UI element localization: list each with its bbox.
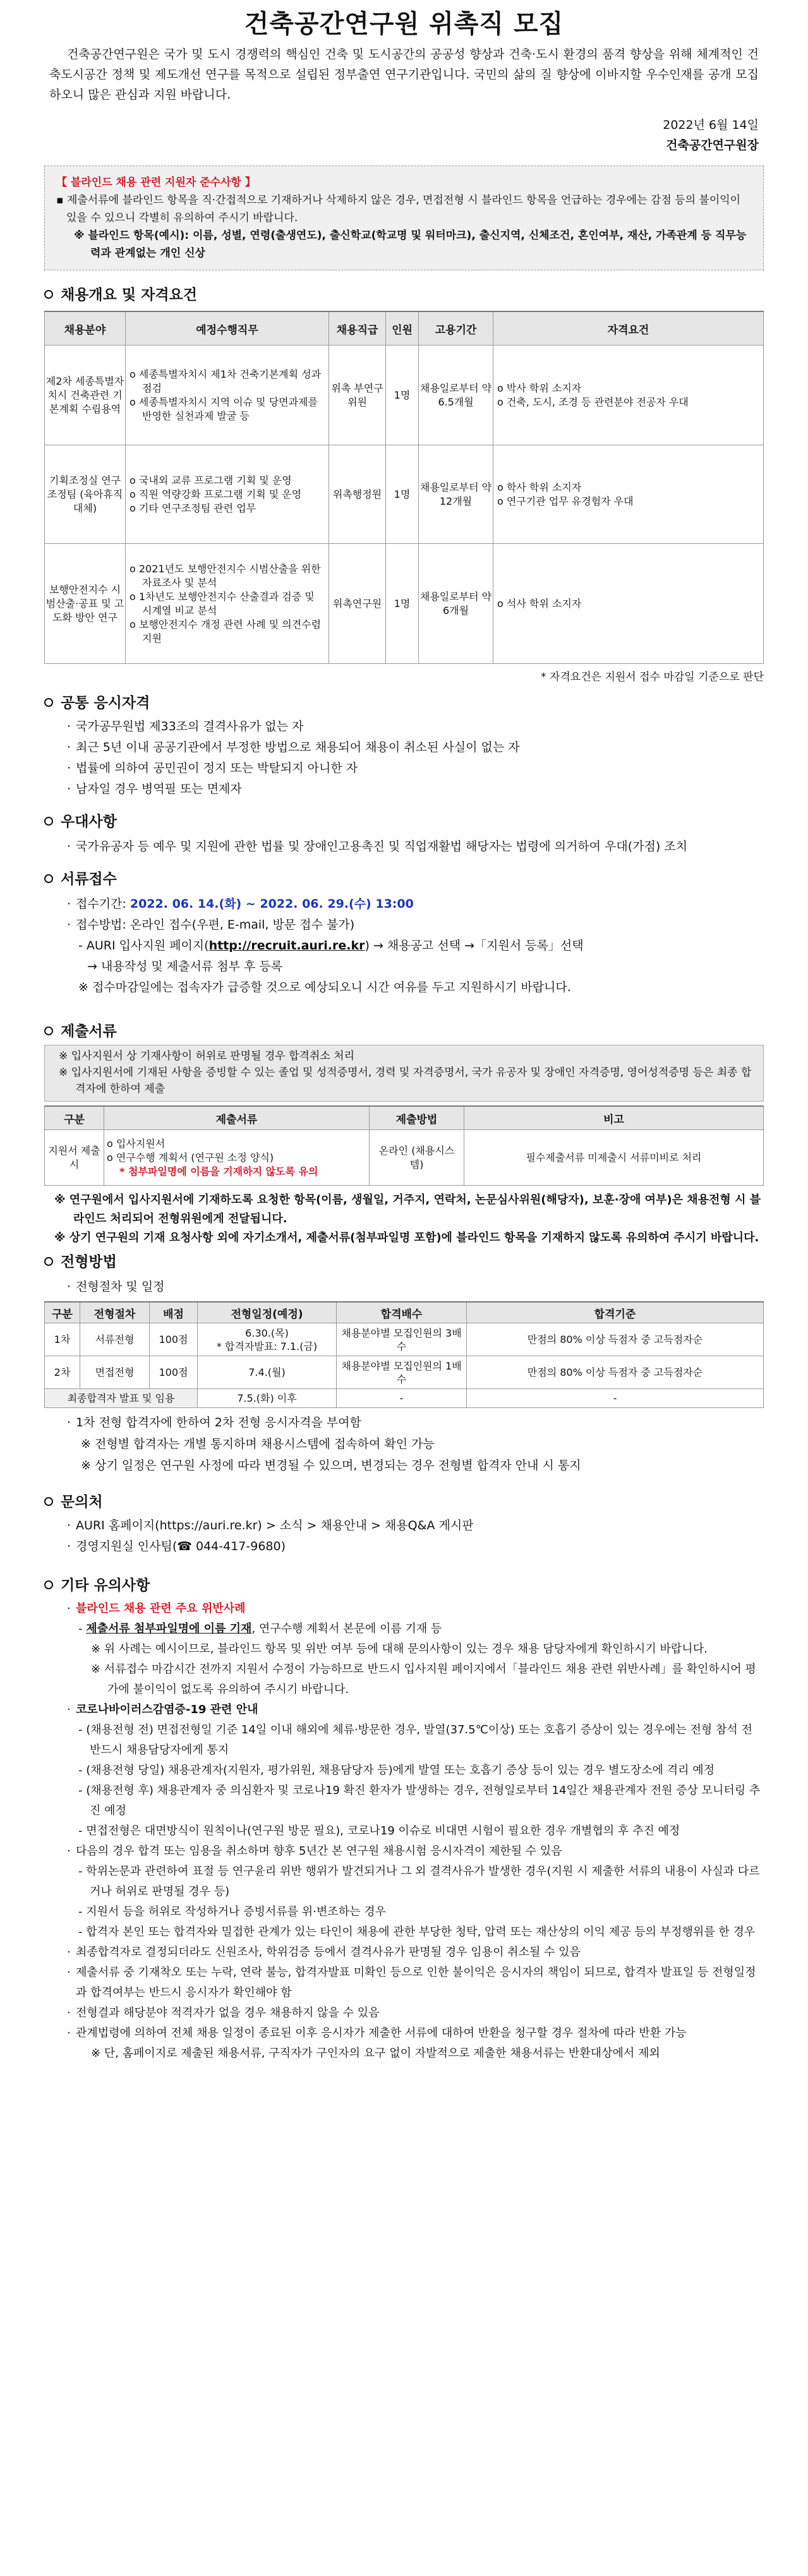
qual-text: 박사 학위 소지자 <box>506 382 582 394</box>
cell-count: 1명 <box>386 544 419 664</box>
section-title: 기타 유의사항 <box>61 1577 150 1594</box>
intro-text: 건축공간연구원은 국가 및 도시 경쟁력의 핵심인 건축 및 도시공간의 공공성 향상과 건축·도시 환경의 품격 향상을 위해 체계적인 건축도시공간 정책 및 제도개선 연구를 목적으로 설립된 정부출연 연구기관입니다. 국민의 삶의 질 향상에 이바지할 우수인재를 공개 모집하오니 많은 관심과 지원 바랍니다. <box>49 47 759 102</box>
qual-text: 건축, 도시, 조경 등 관련분야 전공자 우대 <box>506 395 689 408</box>
duty-item: o 보행안전지수 개정 관련 사례 및 의견수렴 지원 <box>130 618 322 644</box>
qual-item: o 박사 학위 소지자 <box>497 382 582 394</box>
duty-text: 1차년도 보행안전지수 산출결과 검증 및 시계열 비교 분석 <box>138 590 315 617</box>
qual-text: 연구기관 업무 유경험자 우대 <box>506 495 634 507</box>
table-header: 채용직급 <box>329 311 386 346</box>
cell-rank: 위촉 부연구위원 <box>329 346 386 445</box>
list-item: · 최종합격자로 결정되더라도 신원조사, 학위검증 등에서 결격사유가 판명될 경우 임용이 취소될 수 있음 <box>67 1946 581 1959</box>
table-header: 예정수행직무 <box>126 311 329 346</box>
documents-notice: ※ 입사지원서 상 기재사항이 허위로 판명될 경우 합격취소 처리 <box>59 1050 355 1062</box>
cell-criteria: 만점의 80% 이상 득점자 중 고득점자순 <box>467 1323 764 1356</box>
section-heading-common <box>44 692 764 714</box>
list-item: · 관계법령에 의하여 전체 채용 일정이 종료된 이후 응시자가 제출한 서류에 대하여 반환을 청구할 경우 절차에 따라 반환 가능 <box>67 2026 687 2040</box>
table-header-row <box>45 311 764 346</box>
doc-item: o 연구수행 계획서 (연구원 소정 양식) <box>107 1151 274 1164</box>
duty-item: o 세종특별자치시 제1차 건축기본계획 성과점검 <box>130 368 322 394</box>
list-item: · 국가유공자 등 예우 및 지원에 관한 법률 및 장애인고용촉진 및 직업재활법 해당자는 법령에 의거하여 우대(가점) 조치 <box>66 840 688 853</box>
preference-list <box>62 836 764 857</box>
final-note: ※ 단, 홈페이지로 제출된 채용서류, 구직자가 구인자의 요구 없이 자발적으로 제출한 채용서류는 반환대상에서 제외 <box>91 2047 660 2060</box>
blind-notice-bullet-text: 제출서류에 블라인드 항목을 직·간접적으로 기재하거나 삭제하지 않은 경우, 면접전형 시 블라인드 항목을 언급하는 경우에는 감점 등의 불이익이 있을 수 있으니 각별히 유의하여 주시기 바랍니다. <box>66 194 741 224</box>
intro-paragraph <box>49 44 759 105</box>
list-item: · 접수방법: 온라인 접수(우편, E-mail, 방문 접수 불가) <box>66 918 355 932</box>
duty-text: 보행안전지수 개정 관련 사례 및 의견수렴 지원 <box>138 618 322 644</box>
recruit-site-link[interactable]: http://recruit.auri.re.kr <box>208 939 365 953</box>
documents-notice: ※ 입사지원서에 기재된 사항을 증빙할 수 있는 졸업 및 성적증명서, 경력 및 자격증명서, 국가 유공자 및 장애인 자격증명, 영어성적증명 등은 최종 합격자에 한하여 제출 <box>59 1066 752 1095</box>
etc-list <box>62 1599 764 2064</box>
table-row <box>45 1389 764 1408</box>
section-title: 공통 응시자격 <box>61 695 150 711</box>
blind-note: ※ 위 사례는 예시이므로, 블라인드 항목 및 위반 여부 등에 대해 문의사항이 있는 경우 채용 담당자에게 확인하시기 바랍니다. <box>91 1642 708 1656</box>
list-item: · AURI 홈페이지(https://auri.re.kr) > 소식 > 채용안내 > 채용Q&A 게시판 <box>66 1519 474 1532</box>
doc-item-text: 연구수행 계획서 (연구원 소정 양식) <box>116 1151 274 1164</box>
cell-score: 100점 <box>150 1323 198 1356</box>
list-item: · 국가공무원법 제33조의 결격사유가 없는 자 <box>66 719 304 733</box>
contact-phone: 경영지원실 인사팀(☎ 044-417-9680) <box>76 1539 286 1553</box>
section-title: 채용개요 및 자격요건 <box>61 287 197 303</box>
section-heading-preference <box>44 811 764 833</box>
cell-quals <box>493 445 764 544</box>
cell-period: 채용일로부터 약 12개월 <box>419 445 493 544</box>
qual-item: o 학사 학위 소지자 <box>497 481 582 493</box>
blind-notice-title: 【 블라인드 채용 관련 지원자 준수사항 】 <box>56 176 256 189</box>
list-item-text: 법률에 의하여 공민권이 정지 또는 박탈되지 아니한 자 <box>76 761 358 775</box>
selection-sub <box>62 1277 764 1297</box>
circle-bullet-icon <box>44 817 53 826</box>
cell-score: 100점 <box>150 1356 198 1389</box>
selection-notes <box>62 1412 764 1476</box>
cell-count: 1명 <box>386 346 419 445</box>
section-title: 우대사항 <box>61 814 117 830</box>
blind-notice-box <box>44 166 764 270</box>
list-item: · 코로나바이러스감염증-19 관련 안내 <box>67 1703 258 1716</box>
blind-violation-emphasis: 제출서류 첨부파일명에 이름 기재 <box>86 1622 252 1635</box>
cancel-item: - 학위논문과 관련하여 표절 등 연구윤리 위반 행위가 발견되거나 그 외 결격사유가 발생한 경우(지원 시 제출한 서류의 내용이 사실과 다르거나 허위로 판명될 경우 등) <box>78 1865 760 1898</box>
circle-bullet-icon <box>44 1257 53 1266</box>
section-heading-contact <box>44 1491 764 1513</box>
blind-violation-title: 블라인드 채용 관련 주요 위반사례 <box>76 1602 246 1615</box>
list-item: · 법률에 의하여 공민권이 정지 또는 박탈되지 아니한 자 <box>66 761 358 775</box>
list-item: · 남자일 경우 병역필 또는 면제자 <box>66 782 242 796</box>
table-header: 비고 <box>464 1106 764 1130</box>
cell-date <box>198 1323 337 1356</box>
cell-final-label: 최종합격자 발표 및 임용 <box>45 1389 198 1408</box>
list-item-text: 전형절차 및 일정 <box>76 1280 165 1294</box>
duty-item: o 국내외 교류 프로그램 기획 및 운영 <box>130 474 292 486</box>
list-item-text: 국가유공자 등 예우 및 지원에 관한 법률 및 장애인고용촉진 및 직업재활법 해당자는 법령에 의거하여 우대(가점) 조치 <box>76 840 688 853</box>
application-list <box>62 894 764 998</box>
list-item: · 최근 5년 이내 공공기관에서 부정한 방법으로 채용되어 채용이 취소된 사실이 없는 자 <box>66 740 520 754</box>
duty-item: o 세종특별자치시 지역 이슈 및 당면과제를 반영한 실천과제 발굴 등 <box>130 395 318 422</box>
qual-item: o 석사 학위 소지자 <box>497 597 582 610</box>
positions-table <box>44 311 764 664</box>
cell-period: 채용일로부터 약 6.5개월 <box>419 346 493 445</box>
period-label: 접수기간: <box>76 897 130 911</box>
section-heading-documents <box>44 1021 764 1042</box>
table-header: 채용분야 <box>45 311 126 346</box>
cell-final-criteria: - <box>467 1389 764 1408</box>
list-item: · 전형결과 해당분야 적격자가 없을 경우 채용하지 않을 수 있음 <box>67 2006 380 2019</box>
table-row <box>45 445 764 544</box>
section-heading-etc <box>44 1575 764 1596</box>
selection-table <box>44 1301 764 1408</box>
circle-bullet-icon <box>44 874 53 883</box>
documents-notice-box <box>44 1045 764 1102</box>
cell-duties <box>126 445 329 544</box>
section-heading-application <box>44 869 764 890</box>
application-note: ※ 접수마감일에는 접속자가 급증할 것으로 예상되오니 시간 여유를 두고 지원하시기 바랍니다. <box>78 980 571 994</box>
covid-title: 코로나바이러스감염증-19 관련 안내 <box>76 1703 258 1716</box>
doc-item: o 입사지원서 <box>107 1137 166 1150</box>
duty-text: 2021년도 보행안전지수 시범산출을 위한 자료조사 및 분석 <box>138 562 321 589</box>
cell-multiple: 채용분야별 모집인원의 1배수 <box>337 1356 467 1389</box>
cell-rank: 위촉연구원 <box>329 544 386 664</box>
cell-count: 1명 <box>386 445 419 544</box>
list-item: · 제출서류 중 기재착오 또는 누락, 연락 불능, 합격자발표 미확인 등으로 인한 불이익은 응시자의 책임이 되므로, 합격자 발표일 등 전형일정과 합격여부는 반드시 응시자가 확인해야 함 <box>67 1966 756 1999</box>
list-item-text: 제출서류 중 기재착오 또는 누락, 연락 불능, 합격자발표 미확인 등으로 인한 불이익은 응시자의 책임이 되므로, 합격자 발표일 등 전형일정과 합격여부는 반드시 응시자가 확인해야 함 <box>76 1966 756 1999</box>
contact-web[interactable]: AURI 홈페이지(https://auri.re.kr) > 소식 > 채용안내 > 채용Q&A 게시판 <box>76 1519 474 1532</box>
covid-item: - 면접전형은 대면방식이 원칙이나(연구원 방문 필요), 코로나19 이슈로 비대면 시험이 필요한 경우 개별협의 후 추진 예정 <box>78 1824 680 1838</box>
cell-final-multiple: - <box>337 1389 467 1408</box>
duty-item: o 직원 역량강화 프로그램 기획 및 운영 <box>130 488 302 500</box>
cell-step: 면접전형 <box>80 1356 150 1389</box>
site-prefix: - AURI 입사지원 페이지( <box>78 939 209 953</box>
page-title: 건축공간연구원 위촉직 모집 <box>244 9 564 39</box>
list-item-text: 관계법령에 의하여 전체 채용 일정이 종료된 이후 응시자가 제출한 서류에 대하여 반환을 청구할 경우 절차에 따라 반환 가능 <box>76 2026 687 2040</box>
circle-bullet-icon <box>44 698 53 707</box>
cell-criteria: 만점의 80% 이상 득점자 중 고득점자순 <box>467 1356 764 1389</box>
table-header: 제출서류 <box>104 1106 370 1130</box>
qual-item: o 연구기관 업무 유경험자 우대 <box>497 495 634 507</box>
covid-item: - (채용전형 후) 채용관계자 중 의심환자 및 코로나19 확진 환자가 발생하는 경우, 전형일로부터 14일간 채용관계자 전원 증상 모니터링 추진 예정 <box>78 1784 761 1817</box>
blind-notice-bullet: ▪ 제출서류에 블라인드 항목을 직·간접적으로 기재하거나 삭제하지 않은 경우, 면접전형 시 블라인드 항목을 언급하는 경우에는 감점 등의 불이익이 있을 수 있으니 각별히 유의하여 주시기 바랍니다. <box>56 194 741 224</box>
cell-method: 온라인 (채용시스템) <box>370 1130 464 1186</box>
section-title: 제출서류 <box>61 1023 117 1040</box>
cell-documents <box>104 1130 370 1186</box>
circle-bullet-icon <box>44 1580 53 1589</box>
list-item-text: 최종합격자로 결정되더라도 신원조사, 학위검증 등에서 결격사유가 판명될 경우 임용이 취소될 수 있음 <box>76 1946 581 1959</box>
cell-field: 제2차 세종특별자치시 건축관련 기본계획 수립용역 <box>45 346 126 445</box>
section-title: 전형방법 <box>61 1254 117 1270</box>
cancel-item: - 합격자 본인 또는 합격자와 밀접한 관계가 있는 타인이 채용에 관한 부당한 청탁, 압력 또는 재산상의 이익 제공 등의 부정행위를 한 경우 <box>78 1925 756 1939</box>
cell-quals <box>493 346 764 445</box>
list-item: · 전형절차 및 일정 <box>66 1280 165 1294</box>
duty-text: 기타 연구조정팀 관련 업무 <box>138 502 256 514</box>
circle-bullet-icon <box>44 290 53 299</box>
duty-text: 세종특별자치시 제1차 건축기본계획 성과점검 <box>138 368 322 394</box>
list-item: · 다음의 경우 합격 또는 임용을 취소하며 향후 5년간 본 연구원 채용시험 응시자격이 제한될 수 있음 <box>67 1845 562 1858</box>
table-header-row <box>45 1302 764 1323</box>
blind-note: ※ 서류접수 마감시간 전까지 지원서 수정이 가능하므로 반드시 입사지원 페이지에서「블라인드 채용 관련 위반사례」를 확인하시어 평가에 불이익이 없도록 유의하여 주시기 바랍니다. <box>91 1663 756 1696</box>
list-item: · 블라인드 채용 관련 주요 위반사례 <box>67 1602 246 1615</box>
selection-note: ※ 상기 일정은 연구원 사정에 따라 변경될 수 있으며, 변경되는 경우 전형별 합격자 안내 시 통지 <box>81 1459 581 1472</box>
table-row <box>45 544 764 664</box>
announce-text: * 합격자발표: 7.1.(금) <box>216 1340 318 1352</box>
table-header: 구분 <box>45 1302 80 1323</box>
cell-duties <box>126 346 329 445</box>
site-suffix: ) → 채용공고 선택 →「지원서 등록」선택 <box>365 939 584 953</box>
circle-bullet-icon <box>44 1026 53 1035</box>
table-header: 전형일정(예정) <box>198 1302 337 1323</box>
qual-text: 학사 학위 소지자 <box>506 481 582 493</box>
table-header: 고용기간 <box>419 311 493 346</box>
table-header: 구분 <box>45 1106 104 1130</box>
qualification-note: * 자격요건은 지원서 접수 마감일 기준으로 판단 <box>541 671 764 683</box>
cell-stage: 2차 <box>45 1356 80 1389</box>
cell-stage: 1차 <box>45 1323 80 1356</box>
documents-table <box>44 1105 764 1186</box>
cell-field: 기획조정실 연구조정팀 (육아휴직 대체) <box>45 445 126 544</box>
duty-item: o 기타 연구조정팀 관련 업무 <box>130 502 256 514</box>
list-item-text: 1차 전형 합격자에 한하여 2차 전형 응시자격을 부여함 <box>76 1416 361 1429</box>
cell-quals <box>493 544 764 664</box>
selection-note: ※ 전형별 합격자는 개별 통지하며 채용시스템에 접속하여 확인 가능 <box>81 1437 435 1451</box>
table-header: 제출방법 <box>370 1106 464 1130</box>
notice-date: 2022년 6월 14일 <box>663 118 759 132</box>
duty-text: 직원 역량강화 프로그램 기획 및 운영 <box>138 488 302 500</box>
period-value: 2022. 06. 14.(화) ~ 2022. 06. 29.(수) 13:00 <box>130 897 414 911</box>
doc-item-text: 입사지원서 <box>116 1137 166 1150</box>
common-qualifications-list <box>62 716 764 800</box>
qual-text: 석사 학위 소지자 <box>506 597 582 610</box>
covid-item: - (채용전형 당일) 채용관계자(지원자, 평가위원, 채용담당자 등)에게 발열 또는 호흡기 증상 등이 있는 경우 별도장소에 격리 예정 <box>78 1764 715 1777</box>
table-header: 전형절차 <box>80 1302 150 1323</box>
list-item-text: 남자일 경우 병역필 또는 면제자 <box>76 782 242 796</box>
doc-warning: * 첨부파일명에 이름을 기재하지 않도록 유의 <box>119 1165 318 1177</box>
date-text: 6.30.(목) <box>245 1327 289 1339</box>
blind-notice-note: ※ 블라인드 항목(예시): 이름, 성별, 연령(출생연도), 출신학교(학교명 및 워터마크), 출신지역, 신체조건, 혼인여부, 재산, 가족관계 등 직무능력과 관계없는 개인 신상 <box>74 229 747 260</box>
circle-bullet-icon <box>44 1497 53 1506</box>
cell-duties <box>126 544 329 664</box>
blind-violation-rest: , 연구수행 계획서 본문에 이름 기재 등 <box>251 1622 442 1635</box>
duty-text: 세종특별자치시 지역 이슈 및 당면과제를 반영한 실천과제 발굴 등 <box>138 395 318 422</box>
notice-org: 건축공간연구원장 <box>666 138 759 152</box>
table-header: 합격기준 <box>467 1302 764 1323</box>
duty-item: o 2021년도 보행안전지수 시범산출을 위한 자료조사 및 분석 <box>130 562 321 589</box>
cell-period: 채용일로부터 약 6개월 <box>419 544 493 664</box>
list-item: · 접수기간: 2022. 06. 14.(화) ~ 2022. 06. 29.(수) 13:00 <box>66 897 414 911</box>
table-header: 인원 <box>386 311 419 346</box>
cell-kind: 지원서 제출 시 <box>45 1130 104 1186</box>
duty-text: 국내외 교류 프로그램 기획 및 운영 <box>138 474 292 486</box>
covid-item: - (채용전형 전) 면접전형일 기준 14일 이내 해외에 체류·방문한 경우, 발열(37.5℃이상) 또는 호흡기 증상이 있는 경우에는 전형 참석 전 반드시 채용담당자에게 통지 <box>78 1723 752 1757</box>
cell-date: 7.4.(월) <box>198 1356 337 1389</box>
documents-warning-2: ※ 상기 연구원의 기재 요청사항 외에 자기소개서, 제출서류(첨부파일명 포함)에 블라인드 항목을 기재하지 않도록 유의하여 주시기 바랍니다. <box>54 1231 759 1244</box>
duty-item: o 1차년도 보행안전지수 산출결과 검증 및 시계열 비교 분석 <box>130 590 315 617</box>
cell-remark: 필수제출서류 미제출시 서류미비로 처리 <box>464 1130 764 1186</box>
list-item: · 1차 전형 합격자에 한하여 2차 전형 응시자격을 부여함 <box>66 1416 361 1429</box>
section-heading-overview <box>44 284 764 306</box>
blind-violation-item: - 제출서류 첨부파일명에 이름 기재, 연구수행 계획서 본문에 이름 기재 등 <box>78 1622 442 1635</box>
contact-list <box>62 1515 764 1557</box>
list-item-text: 다음의 경우 합격 또는 임용을 취소하며 향후 5년간 본 연구원 채용시험 응시자격이 제한될 수 있음 <box>76 1845 562 1858</box>
table-header: 배점 <box>150 1302 198 1323</box>
table-header-row <box>45 1106 764 1130</box>
cell-multiple: 채용분야별 모집인원의 3배수 <box>337 1323 467 1356</box>
table-row <box>45 1356 764 1389</box>
cell-final-date: 7.5.(화) 이후 <box>198 1389 337 1408</box>
table-row <box>45 1323 764 1356</box>
table-header: 자격요건 <box>493 311 764 346</box>
table-row <box>45 1130 764 1186</box>
cell-field: 보행안전지수 시범산출·공표 및 고도화 방안 연구 <box>45 544 126 664</box>
section-title: 문의처 <box>61 1494 103 1510</box>
application-site-line <box>62 936 764 956</box>
table-header: 합격배수 <box>337 1302 467 1323</box>
cell-rank: 위촉행정원 <box>329 445 386 544</box>
documents-warning-1: ※ 연구원에서 입사지원서에 기재하도록 요청한 항목(이름, 생월일, 거주지, 연락처, 논문심사위원(해당자), 보훈·장애 여부)은 채용전형 시 블라인드 처리되어 전형위원에게 전달됩니다. <box>54 1193 761 1225</box>
list-item-text: 최근 5년 이내 공공기관에서 부정한 방법으로 채용되어 채용이 취소된 사실이 없는 자 <box>76 740 520 754</box>
list-item-text: 국가공무원법 제33조의 결격사유가 없는 자 <box>76 719 304 733</box>
section-heading-selection <box>44 1251 764 1273</box>
qual-item: o 건축, 도시, 조경 등 관련분야 전공자 우대 <box>497 395 689 408</box>
table-row <box>45 346 764 445</box>
application-site-cont: → 내용작성 및 제출서류 첨부 후 등록 <box>87 960 283 973</box>
list-item-text: 접수방법: 온라인 접수(우편, E-mail, 방문 접수 불가) <box>76 918 355 932</box>
section-title: 서류접수 <box>61 871 117 888</box>
cell-step: 서류전형 <box>80 1323 150 1356</box>
list-item-text: 전형결과 해당분야 적격자가 없을 경우 채용하지 않을 수 있음 <box>76 2006 380 2019</box>
cancel-item: - 지원서 등을 허위로 작성하거나 증빙서류를 위·변조하는 경우 <box>78 1905 386 1918</box>
list-item: · 경영지원실 인사팀(☎ 044-417-9680) <box>66 1539 286 1553</box>
documents-warning <box>54 1191 764 1248</box>
